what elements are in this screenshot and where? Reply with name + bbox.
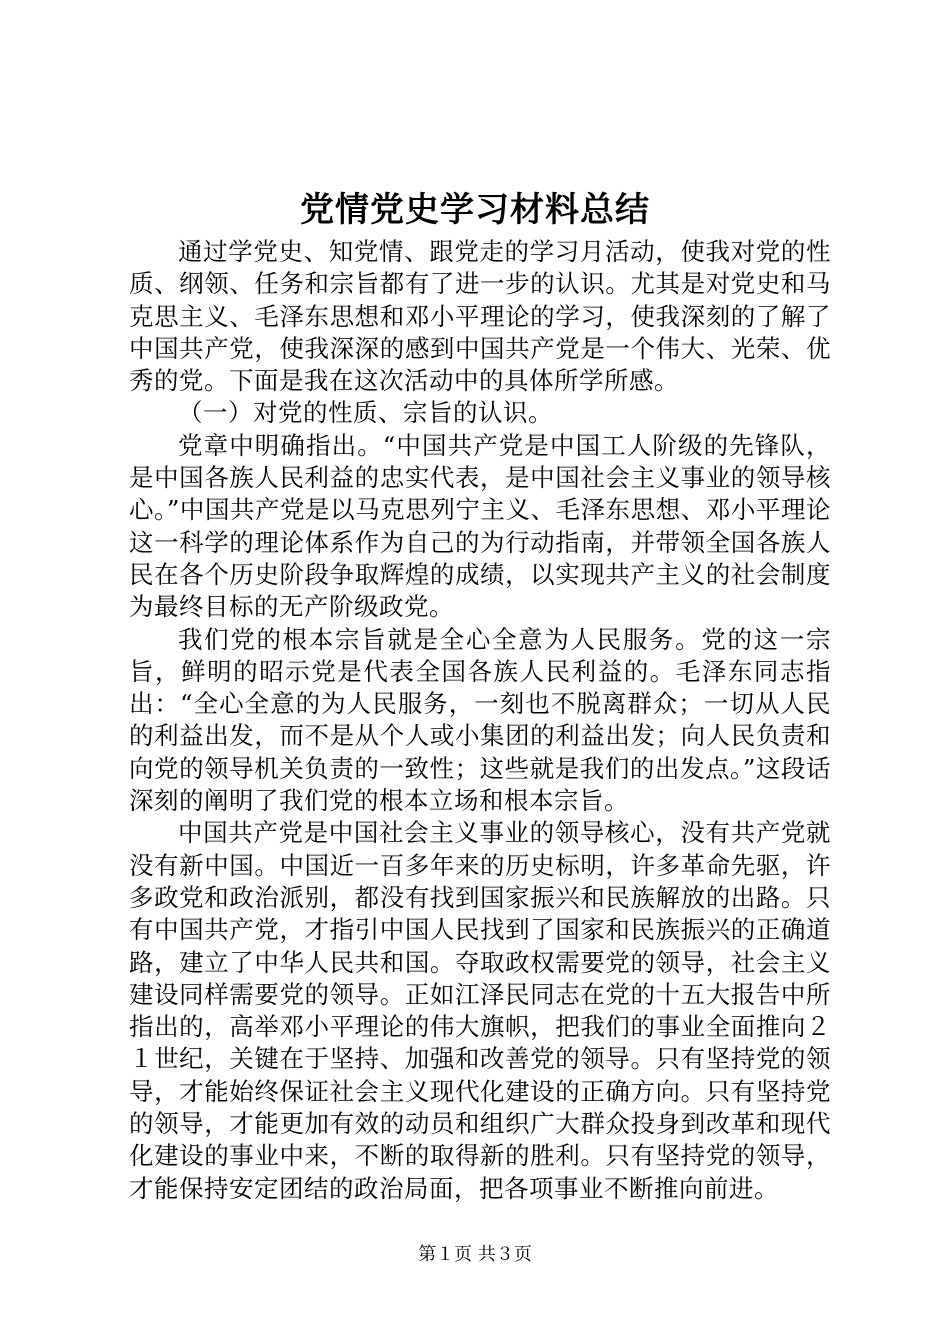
document-body [129, 236, 831, 1205]
paragraph-intro: 通过学党史、知党情、跟党走的学习月活动，使我对党的性质、纲领、任务和宗旨都有了进一步的认识。尤其是对党史和马克思主义、毛泽东思想和邓小平理论的学习，使我深刻的了解了中国共产党，使我深深的感到中国共产党是一个伟大、光荣、优秀的党。下面是我在这次活动中的具体所学所感。 [129, 237, 831, 396]
document-title: 党情党史学习材料总结 [300, 190, 650, 230]
paragraph-party-constitution: 党章中明确指出。“中国共产党是中国工人阶级的先锋队，是中国各族人民利益的忠实代表，是中国社会主义事业的领导核心。”中国共产党是以马克思列宁主义、毛泽东思想、邓小平理论这一科学的理论体系作为自己的为行动指南，并带领全国各族人民在各个历史阶段争取辉煌的成绩，以实现共产主义的社会制度为最终目标的无产阶级政党。 [129, 430, 831, 622]
paragraph-party-purpose: 我们党的根本宗旨就是全心全意为人民服务。党的这一宗旨，鲜明的昭示党是代表全国各族人民利益的。毛泽东同志指出：“全心全意的为人民服务，一刻也不脱离群众；一切从人民的利益出发，而不是从个人或小集团的利益出发；向人民负责和向党的领导机关负责的一致性；这些就是我们的出发点。”这段话深刻的阐明了我们党的根本立场和根本宗旨。 [129, 624, 831, 816]
page-number-footer: 第１页 共３页 [418, 1244, 532, 1265]
section-heading-1: （一）对党的性质、宗旨的认识。 [178, 398, 553, 428]
paragraph-party-leadership: 中国共产党是中国社会主义事业的领导核心，没有共产党就没有新中国。中国近一百多年来的历史标明，许多革命先驱，许多政党和政治派别，都没有找到国家振兴和民族解放的出路。只有中国共产党，才指引中国人民找到了国家和民族振兴的正确道路，建立了中华人民共和国。夺取政权需要党的领导，社会主义建设同样需要党的领导。正如江泽民同志在党的十五大报告中所指出的，高举邓小平理论的伟大旗帜，把我们的事业全面推向２１世纪，关键在于坚持、加强和改善党的领导。只有坚持党的领导，才能始终保证社会主义现代化建设的正确方向。只有坚持党的领导，才能更加有效的动员和组织广大群众投身到改革和现代化建设的事业中来，不断的取得新的胜利。只有坚持党的领导，才能保持安定团结的政治局面，把各项事业不断推向前进。 [129, 818, 831, 1203]
